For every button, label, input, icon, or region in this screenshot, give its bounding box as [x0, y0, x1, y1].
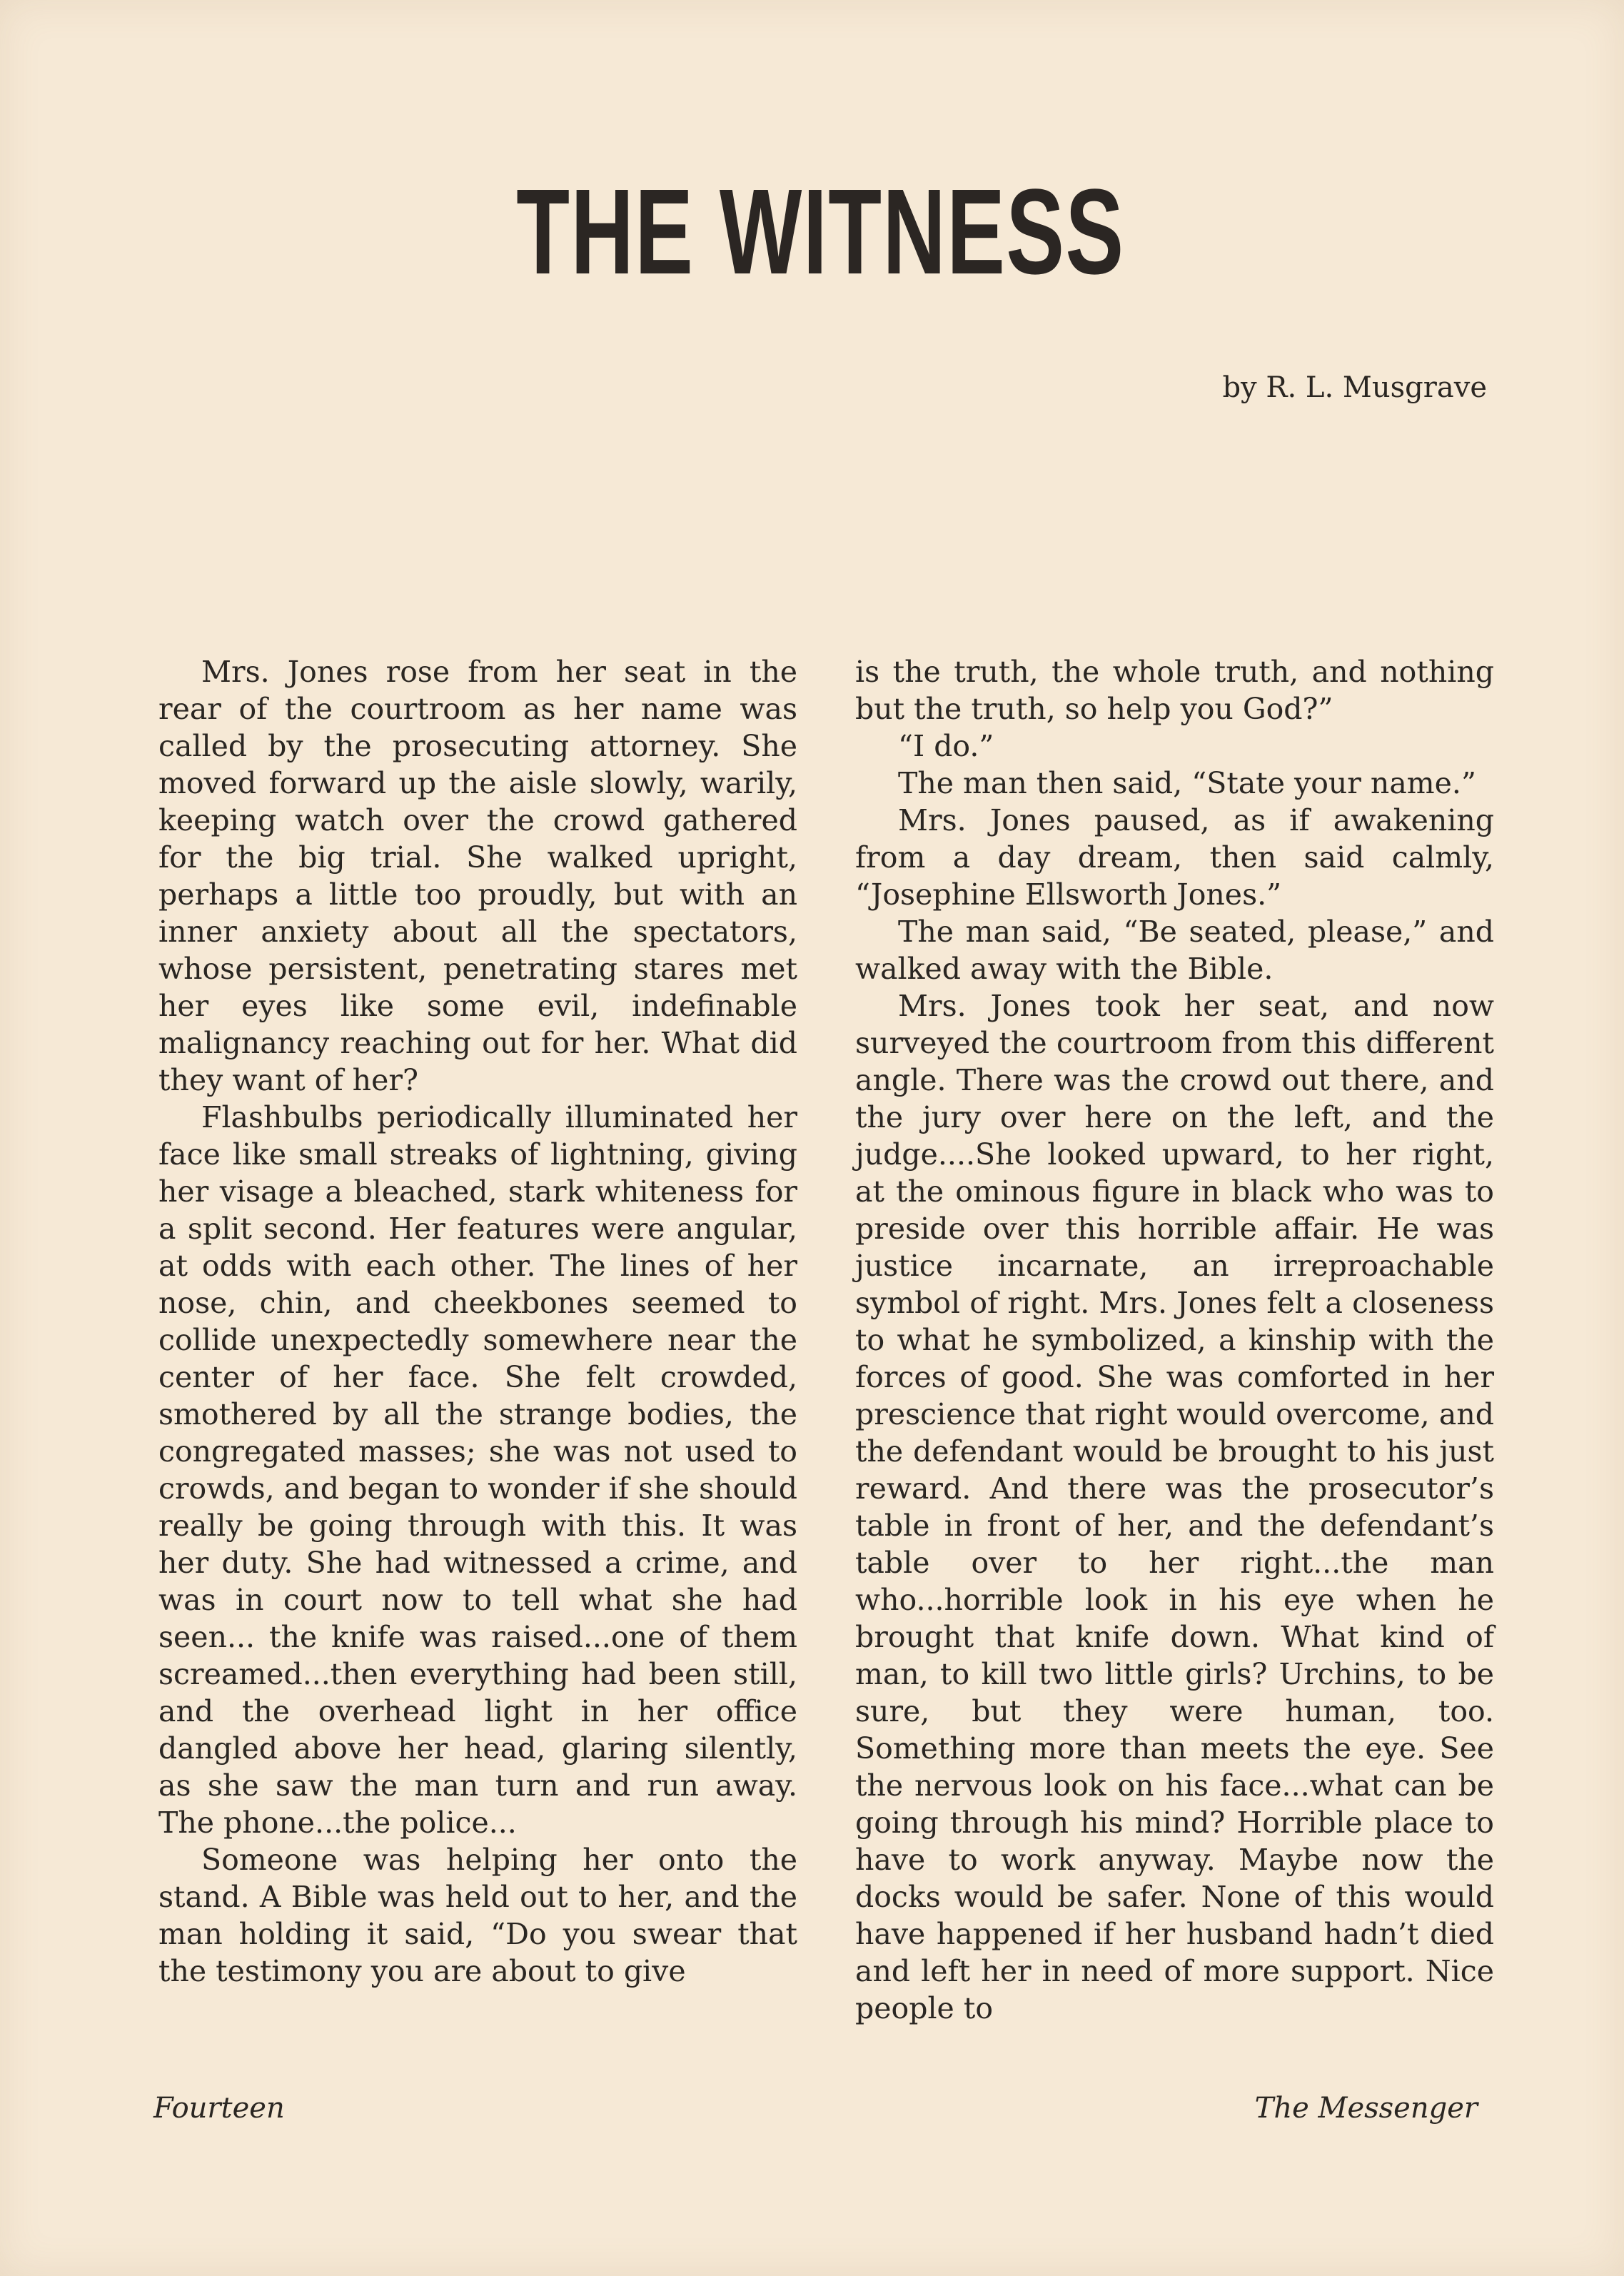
paragraph: The man said, “Be seated, please,” and walked away with the Bible. [855, 915, 1494, 986]
paragraph: Mrs. Jones took her seat, and now surveyed the courtroom from this different angle. There was the crowd out there, and the jury over here on the left, and the judge....She looked upward, to her right, at the ominous figure in black who was to preside over this horrible affair. He was justice incarnate, an irreproachable symbol of right. Mrs. Jones felt a closeness to what he symbolized, a kinship with the forces of good. She was comforted in her prescience that right would overcome, and the defendant would be brought to his just reward. And there was the prosecutor’s table in front of her, and the defendant’s table over to her right...the man who...horrible look in his eye when he brought that knife down. What kind of man, to kill two little girls? Urchins, to be sure, but they were human, too. Something more than meets the eye. See the nervous look on his face...what can be going through his mind? Horrible place to have to work anyway. Maybe now the docks would be safer. None of this would have happened if her husband hadn’t died and left her in need of more support. Nice people to [855, 989, 1494, 2025]
paragraph: Mrs. Jones paused, as if awakening from a day dream, then said calmly, “Josephine Ellsworth Jones.” [855, 803, 1494, 912]
left-column [158, 653, 797, 1990]
paragraph-continued: is the truth, the whole truth, and nothing but the truth, so help you God?” [855, 655, 1494, 726]
publication-name: The Messenger [1254, 2092, 1478, 2125]
paragraph: Mrs. Jones rose from her seat in the rear of the courtroom as her name was called by the prosecuting attorney. She moved forward up the aisle slowly, warily, keeping watch over the crowd gathered for the big trial. She walked upright, perhaps a little too proudly, but with an inner anxiety about all the spectators, whose persistent, penetrating stares met her eyes like some evil, indefinable malignancy reaching out for her. What did they want of her? [158, 655, 797, 1097]
page-number: Fourteen [153, 2092, 285, 2125]
author-byline: by R. L. Musgrave [1222, 371, 1487, 404]
paragraph: The man then said, “State your name.” [898, 766, 1476, 800]
right-column [855, 653, 1494, 2027]
paragraph: Someone was helping her onto the stand. A Bible was held out to her, and the man holding it said, “Do you swear that the testimony you are about to give [158, 1843, 797, 1988]
paragraph: “I do.” [898, 729, 994, 763]
article-title: THE WITNESS [516, 164, 1125, 300]
paragraph: Flashbulbs periodically illuminated her face like small streaks of lightning, giving her visage a bleached, stark whiteness for a split second. Her features were angular, at odds with each other. The lines of her nose, chin, and cheekbones seemed to collide unexpectedly somewhere near the center of her face. She felt crowded, smothered by all the strange bodies, the congregated masses; she was not used to crowds, and began to wonder if she should really be going through with this. It was her duty. She had witnessed a crime, and was in court now to tell what she had seen... the knife was raised...one of them screamed...then everything had been still, and the overhead light in her office dangled above her head, glaring silently, as she saw the man turn and run away. The phone...the police... [158, 1100, 797, 1840]
